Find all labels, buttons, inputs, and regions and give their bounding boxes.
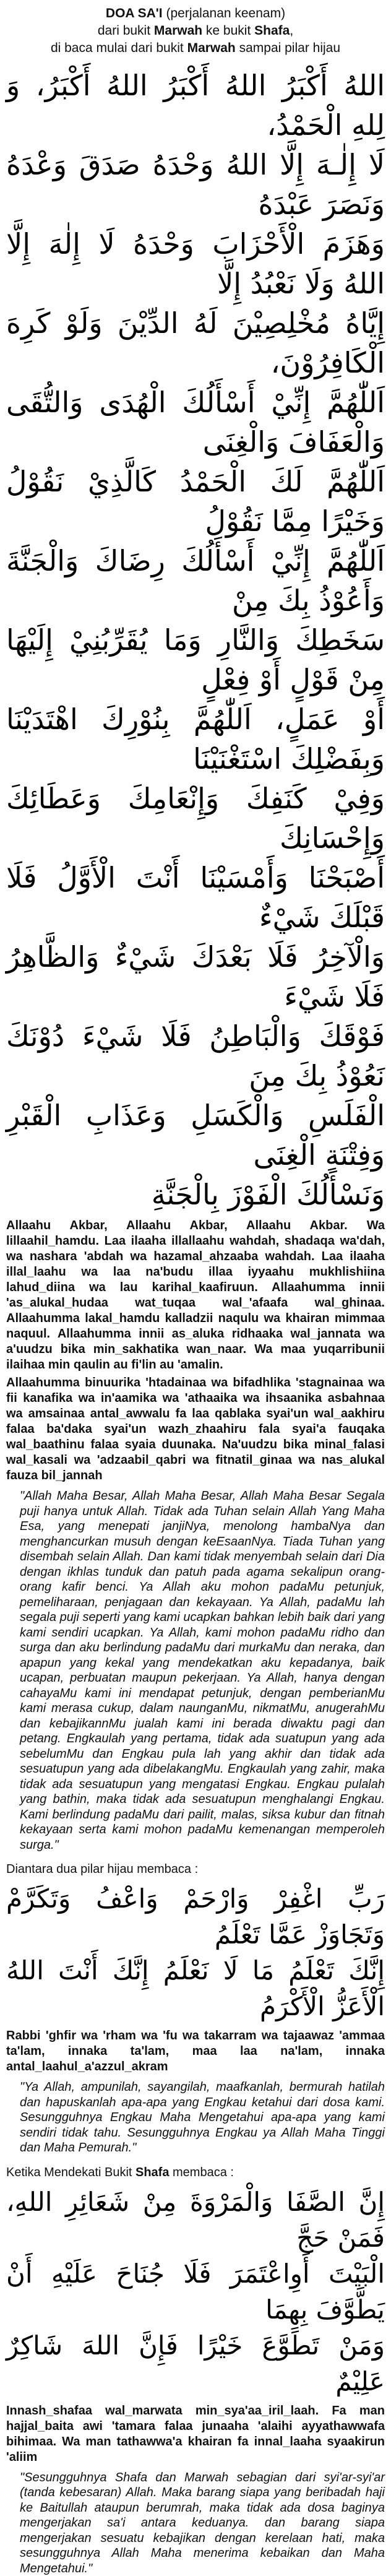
section-label-place: Shafa [135, 2166, 169, 2179]
transliteration-paragraph: Innash_shafaa wal_marwata min_sya'aa_iril_laah. Fa man hajjal_baita awi 'tamara falaa junaaha 'alaihi ayyathawwafa bihimaa. Wa man tathawwa'a khairan fa innal_laaha syaakirun 'aliim [6, 2403, 385, 2465]
arabic-line: اَللّٰهُمَّ لَكَ الْحَمْدُ كَالَّذِيْ نَقُوْلُ وَخَيْرًا مِمَّا نَقُوْلُ [6, 462, 385, 541]
route-to: Shafa [254, 24, 290, 38]
arabic-line: إِنَّ الصَّفَا وَالْمَرْوَةَ مِنْ شَعَائِرِ اللهِ، فَمَنْ حَجَّ [6, 2184, 385, 2256]
route-text: dari bukit [98, 24, 154, 38]
arabic-line: سَخَطِكَ وَالنَّارِ وَمَا يُقَرِّبُنِيْ إِلَيْهَا مِنْ قَوْلٍ أَوْ فِعْلٍ [6, 620, 385, 699]
instruction-text: sampai pilar hijau [236, 41, 340, 55]
page-title: DOA SA'I [106, 6, 163, 20]
arabic-line: فَوْقَكَ وَالْبَاطِنُ فَلَا شَيْءَ دُوْنَكَ نَعُوْذُ بِكَ مِنَ [6, 1016, 385, 1096]
translation-paragraph: "Allah Maha Besar, Allah Maha Besar, Allah Maha Besar Segala puji hanya untuk Allah. Tidak ada Tuhan selain Allah Yang Maha Esa, yang menepati janjiNya, menolong hambaNya dan menghancurkan musuh dengan keEsaanNya. Tiada Tuhan yang disembah selain Allah. Dan kami tidak menyembah selain dari Dia dengan ikhlas tunduk dan patuh pada agama sekalipun orang-orang kafir benci. Ya Allah aku mohon padaMu petunjuk, pemeliharaan, penjagaan dan kekayaan. Ya Allah, padaMu lah segala puji seperti yang kami ucapkan bahkan lebih baik dari yang kami sendiri ucapkan. Ya Allah, kami mohon padaMu ridho dan surga dan aku berlindung padaMu dari murkaMu dan neraka, dan apapun yang kekal yang mendekatkan aku kepadanya, baik ucapan, perbuatan maupun pekerjaan. Ya Allah, hanya dengan cahayaMu kami ini mendapat petunjuk, dengan pemberianMu kami merasa cukup, dalam naunganMu, nikmatMu, anugerahMu dan kebajikannMu jualah kami ini berada diwaktu pagi dan petang. Engkaulah yang pertama, tidak ada suatupun yang ada sebelumMu dan Engkau pula lah yang akhir dan tidak ada sesuatupun yang ada dibelakangMu. Engkaulah yang zahir, maka tidak ada sesuatupun yang mengatasi Engkau. Engkau pulalah yang bathin, maka tidak ada sesuatupun menghalangi Engkau. Kami berlindung padaMu dari pailit, malas, siksa kubur dan fitnah kekayaan serta kami mohon padaMu kemenangan memperoleh surga." [20, 1489, 385, 1852]
translation-main [6, 1489, 385, 1852]
arabic-line: وَهَزَمَ الْأَحْزَابَ وَحْدَهُ لَا إِلٰهَ إِلَّا اللهُ وَلَا نَعْبُدُ إِلَّا [6, 224, 385, 303]
arabic-line: وَمَنْ تَطَوَّعَ خَيْرًا فَإِنَّ اللهَ شَاكِرٌ عَلِيْمٌ [6, 2328, 385, 2400]
translation-pillars [6, 2080, 385, 2156]
latin-transliteration-pillars [6, 2028, 385, 2075]
arabic-line: رَبِّ اغْفِرْ وَارْحَمْ وَاعْفُ وَتَكَرَّمْ وَتَجَاوَزْ عَمَّا تَعْلَمُ [6, 1881, 385, 1953]
arabic-line: لَا إِلٰـهَ إِلَّا اللهُ وَحْدَهُ صَدَقَ وَعْدَهُ وَنَصَرَ عَبْدَهُ [6, 145, 385, 224]
arabic-line: اَللّٰهُمَّ إِنِّيْ أَسْأَلُكَ رِضَاكَ وَالْجَنَّةَ وَأَعُوْذُ بِكَ مِنْ [6, 541, 385, 620]
transliteration-paragraph: Allaahu Akbar, Allaahu Akbar, Allaahu Akbar. Wa lillaahil_hamdu. Laa ilaaha illallaahu wahdah, shadaqa wa'dah, wa nashara 'abdah wa hazamal_ahzaaba wahdah. Laa ilaaha illal_laahu wa laa na'budu illaa iyyaahu mukhlishiina lahud_diina wa lau karihal_kaafiruun. Allaahumma innii 'as_alukal_hudaa wat_tuqaa wal_'afaafa wal_ghinaa. Allaahumma lakal_hamdu kalladzii naqulu wa khairan mimmaa naquul. Allaahumma innii as_aluka ridhaaka wal_jannata wa a'uudzu bika min_sakhatika wan_naar. Wa maa yuqarribunii ilaihaa min qaulin au fi'lin au 'amalin. [6, 1218, 385, 1373]
arabic-line: إِيَّاهُ مُخْلِصِيْنَ لَهُ الدِّيْنَ وَلَوْ كَرِهَ الْكَافِرُوْنَ، [6, 303, 385, 383]
arabic-main-prayer [6, 66, 385, 1214]
instruction-place: Marwah [187, 41, 236, 55]
title-line [6, 5, 385, 22]
arabic-line: اللهُ أَكْبَرُ اللهُ أَكْبَرُ اللهُ أَكْبَرُ، وَ لِلهِ الْحَمْدُ، [6, 66, 385, 145]
arabic-line: أَوْ عَمَلٍ، اَللّٰهُمَّ بِنُوْرِكَ اهْتَدَيْنَا وَبِفَضْلِكَ اسْتَغْنَيْنَا [6, 699, 385, 779]
title-subtitle: (perjalanan keenam) [163, 6, 285, 20]
arabic-shafa-verse [6, 2184, 385, 2400]
arabic-line: الْفَلَسِ وَالْكَسَلِ وَعَذَابِ الْقَبْرِ وَفِتْنَةِ الْغِنَى [6, 1096, 385, 1175]
section-label-text: Ketika Mendekati Bukit [6, 2166, 135, 2179]
route-from: Marwah [154, 24, 202, 38]
route-text: , [290, 24, 293, 38]
arabic-line: اَللّٰهُمَّ إِنِّيْ أَسْأَلُكَ الْهُدَى وَالتُّقَى وَالْعَفَافَ وَالْغِنَى [6, 383, 385, 462]
transliteration-paragraph: Allaahumma binuurika 'htadainaa wa bifadhlika 'stagnainaa wa fii kanafika wa in'aamika wa 'athaaika wa ihsaanika asbahnaa wa amsainaa antal_awwalu fa laa qablaka syai'un wal_aakhiru falaa ba'daka syai'un wazh_zhaahiru fala syai'a fauqaka wal_baathinu falaa syaia duunaka. Na'uudzu bika minal_falasi wal_kasali wa 'adzaabil_qabri wa fitnatil_ginaa wa nas_alukal fauza bil_jannah [6, 1375, 385, 1484]
translation-shafa [6, 2470, 385, 2576]
translation-paragraph: "Ya Allah, ampunilah, sayangilah, maafkanlah, bermurah hatilah dan hapuskanlah apa-apa yang Engkau ketahui dari dosa kami. Sesungguhnya Engkau Maha Mengetahui apa-apa yang kami sendiri tidak tahu. Sesungguhnya Engkau ya Allah Maha Tinggi dan Maha Pemurah." [20, 2080, 385, 2156]
route-text: ke bukit [202, 24, 254, 38]
translation-paragraph: "Sesungguhnya Shafa dan Marwah sebagian dari syi'ar-syi'ar (tanda kebesaran) Allah. Maka barang siapa yang beribadah haji ke Baitullah ataupun berumrah, maka tidak ada dosa baginya mengerjakan sa'i antara keduanya. dan barang siapa mengerjakan sesuatu kebajikan dengan kerelaan hati, maka sesungguhnya Allah Maha menerima kebaikan dan Maha Mengetahui." [20, 2470, 385, 2576]
header [6, 0, 385, 57]
arabic-line: أَصْبَحْنَا وَأَمْسَيْنَا أَنْتَ الْأَوَّلُ فَلَا قَبْلَكَ شَيْءٌ [6, 858, 385, 937]
latin-transliteration-shafa [6, 2403, 385, 2465]
arabic-line: الْبَيْتَ أَوِاعْتَمَرَ فَلَا جُنَاحَ عَلَيْهِ أَنْ يَطَّوَّفَ بِهِمَا [6, 2256, 385, 2328]
transliteration-paragraph: Rabbi 'ghfir wa 'rham wa 'fu wa takarram wa tajaawaz 'ammaa ta'lam, innaka ta'lam, maa laa na'lam, innaka antal_laahul_a'azzul_akram [6, 2028, 385, 2075]
section-label-pillars: Diantara dua pilar hijau membaca : [6, 1861, 385, 1877]
latin-transliteration-main [6, 1218, 385, 1484]
arabic-line: وَفِيْ كَنَفِكَ وَإِنْعَامِكَ وَعَطَائِكَ وَإِحْسَانِكَ [6, 779, 385, 858]
arabic-line: إِنَّكَ تَعْلَمُ مَا لَا نَعْلَمُ إِنَّكَ أَنْتَ اللهُ الْأَعَزُّ الْأَكْرَمُ [6, 1953, 385, 2025]
arabic-pillars-prayer [6, 1881, 385, 2025]
section-label-text: membaca : [169, 2166, 233, 2179]
instruction-line [6, 40, 385, 57]
arabic-line: وَنَسْأَلُكَ الْفَوْزَ بِالْجَنَّةِ [6, 1175, 385, 1214]
section-label-shafa [6, 2164, 385, 2181]
arabic-line: وَالْآخِرُ فَلَا بَعْدَكَ شَيْءٌ وَالظَّاهِرُ فَلَا شَيْءَ [6, 937, 385, 1016]
instruction-text: di baca mulai dari bukit [51, 41, 187, 55]
route-line [6, 22, 385, 40]
